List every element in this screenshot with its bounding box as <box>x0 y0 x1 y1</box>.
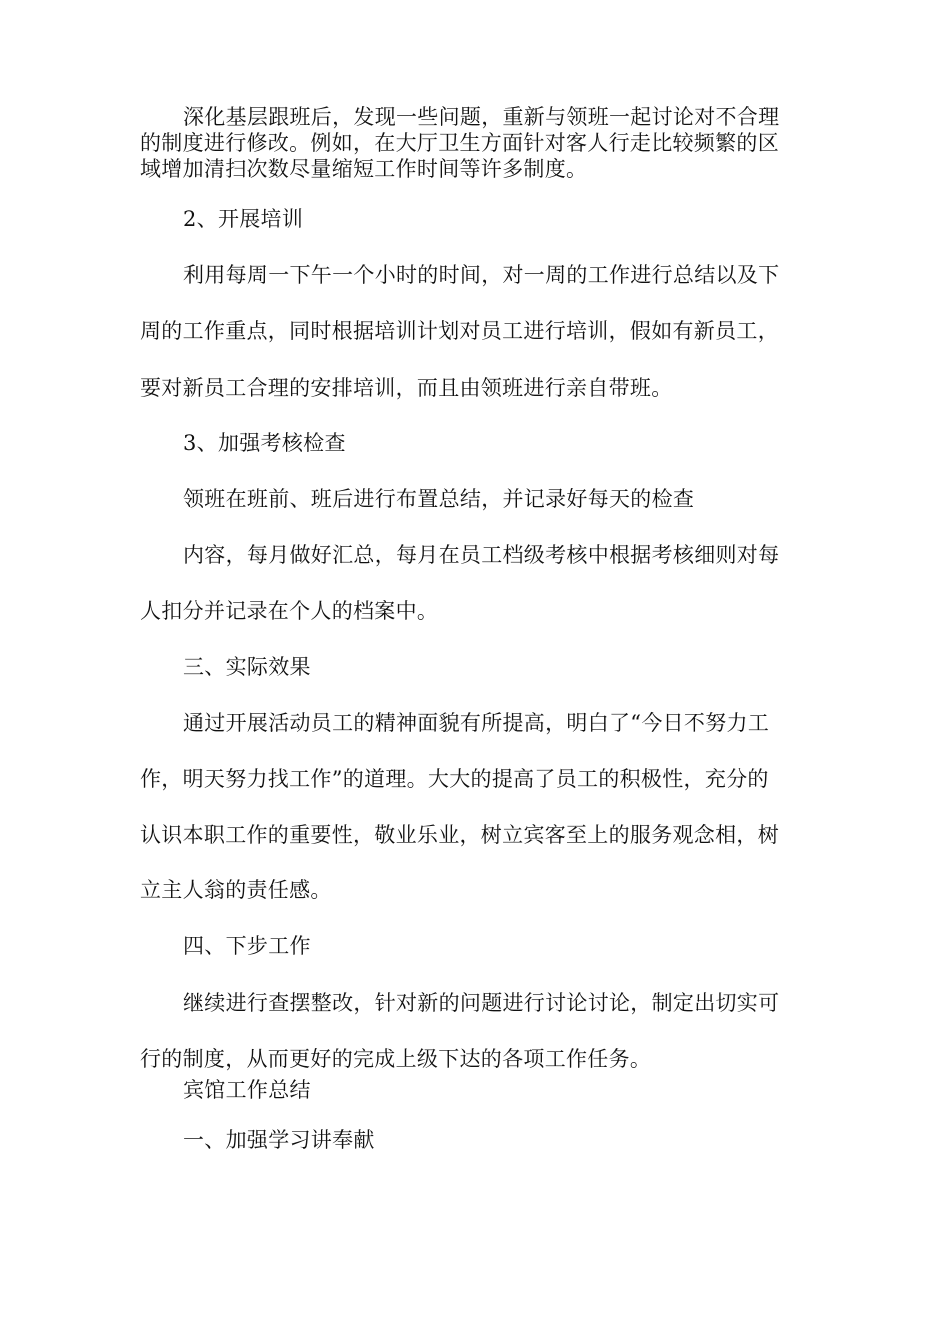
section-heading: 2、开展培训 <box>183 207 304 231</box>
paragraph-line: 领班在班前、班后进行布置总结，并记录好每天的检查 <box>183 487 695 511</box>
section-heading: 四、下步工作 <box>183 934 311 958</box>
paragraph-line: 域增加清扫次数尽量缩短工作时间等许多制度。 <box>140 157 588 181</box>
section-heading: 三、实际效果 <box>183 655 311 679</box>
paragraph-line: 的制度进行修改。例如，在大厅卫生方面针对客人行走比较频繁的区 <box>140 131 779 155</box>
paragraph-line: 内容，每月做好汇总，每月在员工档级考核中根据考核细则对每 <box>183 543 780 567</box>
paragraph-line: 作，明天努力找工作”的道理。大大的提高了员工的积极性，充分的 <box>140 767 769 791</box>
paragraph-line: 立主人翁的责任感。 <box>140 878 332 902</box>
paragraph-line: 周的工作重点，同时根据培训计划对员工进行培训，假如有新员工， <box>140 319 779 343</box>
document-title: 宾馆工作总结 <box>183 1078 311 1102</box>
paragraph-line: 行的制度，从而更好的完成上级下达的各项工作任务。 <box>140 1047 652 1071</box>
paragraph-line: 利用每周一下午一个小时的时间，对一周的工作进行总结以及下 <box>183 263 780 287</box>
paragraph-line: 通过开展活动员工的精神面貌有所提高，明白了“今日不努力工 <box>183 711 770 735</box>
paragraph-line: 继续进行查摆整改，针对新的问题进行讨论讨论，制定出切实可 <box>183 991 780 1015</box>
paragraph-line: 要对新员工合理的安排培训，而且由领班进行亲自带班。 <box>140 376 673 400</box>
paragraph-line: 人扣分并记录在个人的档案中。 <box>140 599 439 623</box>
paragraph-line: 深化基层跟班后，发现一些问题，重新与领班一起讨论对不合理 <box>183 105 780 129</box>
paragraph-line: 认识本职工作的重要性，敬业乐业，树立宾客至上的服务观念相，树 <box>140 823 779 847</box>
section-heading: 一、加强学习讲奉献 <box>183 1128 375 1152</box>
section-heading: 3、加强考核检查 <box>183 431 346 455</box>
